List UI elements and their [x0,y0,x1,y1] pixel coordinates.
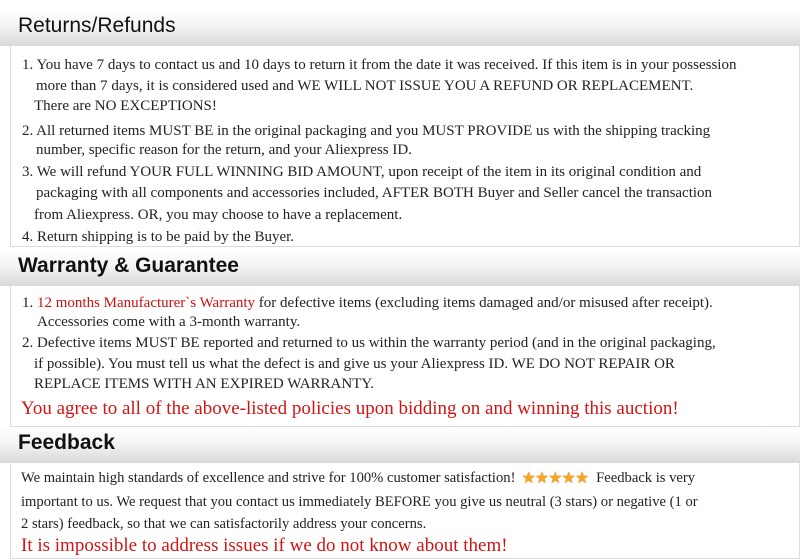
warranty-item-1-rest: for defective items (excluding items damaged and/or misused after receipt). [255,295,713,311]
returns-title: Returns/Refunds [18,14,176,37]
warranty-item-1-line-1 [22,294,713,312]
returns-item-2-line-2: number, specific reason for the return, and your Aliexpress ID. [36,142,412,158]
returns-item-1-line-3: There are NO EXCEPTIONS! [34,98,217,114]
rating-stars [521,470,588,488]
star-icon: ★ [561,470,575,487]
warranty-highlight: 12 months Manufacturer`s Warranty [37,295,256,311]
returns-item-1-line-1: 1. You have 7 days to contact us and 10 days to return it from the date it was received. If this item is in your possession [22,57,737,73]
warranty-item-1-line-2: Accessories come with a 3-month warranty. [37,314,301,330]
returns-item-4: 4. Return shipping is to be paid by the Buyer. [22,229,295,245]
warranty-item-2-line-1: 2. Defective items MUST BE reported and returned to us within the warranty period (and in the original packaging, [22,335,716,351]
returns-header [0,10,800,46]
returns-item-3-line-1: 3. We will refund YOUR FULL WINNING BID AMOUNT, upon receipt of the item in its original condition and [22,164,702,180]
warranty-item-1-prefix: 1. [22,295,37,311]
feedback-line-2: important to us. We request that you contact us immediately BEFORE you give us neutral (3 stars) or negative (1 or [21,494,698,510]
star-icon: ★ [534,470,549,487]
star-icon: ★ [521,470,535,487]
feedback-line-3: 2 stars) feedback, so that we can satisfactorily address your concerns. [21,516,427,532]
feedback-header [0,427,800,463]
star-icon: ★ [574,470,589,487]
warranty-item-2-line-2: if possible). You must tell us what the defect is and give us your Aliexpress ID. WE DO NOT REPAIR OR [34,356,675,372]
returns-item-1-line-2: more than 7 days, it is considered used and WE WILL NOT ISSUE YOU A REFUND OR REPLACEMENT. [36,78,694,94]
warranty-header [0,250,800,286]
agreement-notice: You agree to all of the above-listed policies upon bidding on and winning this auction! [21,398,679,419]
feedback-line-1 [21,469,695,488]
returns-item-3-line-2: packaging with all components and accessories included, AFTER BOTH Buyer and Seller cancel the transaction [36,185,713,201]
warranty-item-2-line-3: REPLACE ITEMS WITH AN EXPIRED WARRANTY. [34,376,375,392]
feedback-title: Feedback [18,431,115,454]
returns-item-3-line-3: from Aliexpress. OR, you may choose to have a replacement. [34,207,403,223]
feedback-line-1-text: We maintain high standards of excellence and strive for 100% customer satisfaction! [21,470,516,486]
closing-notice: It is impossible to address issues if we do not know about them! [21,535,508,556]
returns-item-2-line-1: 2. All returned items MUST BE in the original packaging and you MUST PROVIDE us with the shipping tracking [22,123,711,139]
feedback-line-1-end: Feedback is very [596,470,696,486]
warranty-title: Warranty & Guarantee [18,254,239,277]
star-icon: ★ [548,470,562,487]
